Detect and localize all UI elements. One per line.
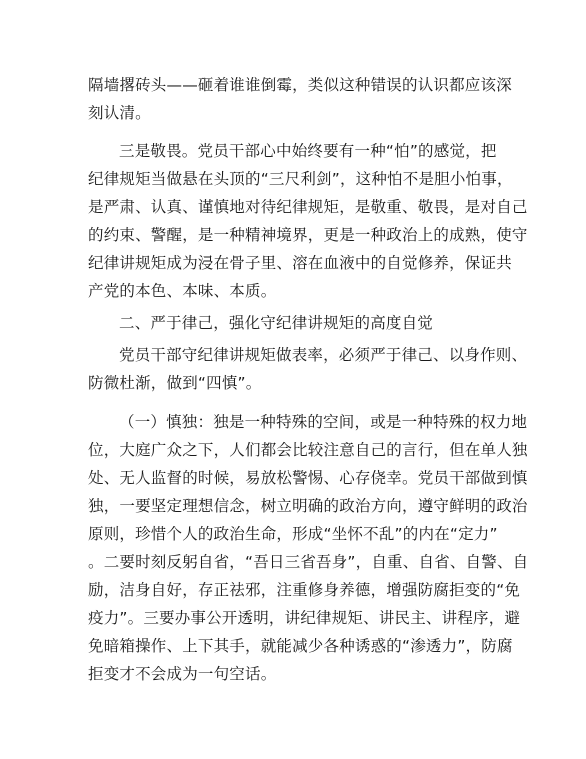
- body-line: 拒变才不会成为一句空话。: [88, 665, 277, 683]
- body-line: 原则，珍惜个人的政治生命，形成“坐怀不乱”的内在“定力”: [88, 525, 498, 543]
- body-line: 独，一要坚定理想信念，树立明确的政治方向，遵守鲜明的政治: [88, 497, 528, 515]
- body-line: 。二要时刻反躬自省，“吾日三省吾身”，自重、自省、自警、自: [88, 553, 529, 571]
- body-line: 防微杜渐，做到“四慎”。: [88, 374, 262, 392]
- paragraph-first-line: （一）慎独：独是一种特殊的空间，或是一种特殊的权力地: [119, 413, 528, 431]
- paragraph-first-line: 党员干部守纪律讲规矩做表率，必须严于律己、以身作则、: [119, 346, 528, 364]
- body-line: 纪律讲规矩成为浸在骨子里、溶在血液中的自觉修养，保证共: [88, 254, 512, 272]
- section-heading: 二、严于律己，强化守纪律讲规矩的高度自觉: [119, 314, 434, 332]
- body-line: 纪律规矩当做悬在头顶的“三尺利剑”，这种怕不是胆小怕事，: [88, 170, 513, 188]
- body-line: 隔墙撂砖头——砸着谁谁倒霉，类似这种错误的认识都应该深: [88, 76, 512, 94]
- body-line: 的约束、警醒，是一种精神境界，更是一种政治上的成熟，使守: [88, 226, 528, 244]
- body-line: 刻认清。: [88, 104, 151, 122]
- body-line: 是严肃、认真、谨慎地对待纪律规矩，是敬重、敬畏，是对自己: [88, 198, 528, 216]
- body-line: 励，洁身自好，存正祛邪，注重修身养德，增强防腐拒变的“免: [88, 581, 521, 599]
- body-line: 疫力”。三要办事公开透明，讲纪律规矩、讲民主、讲程序，避: [88, 609, 521, 627]
- body-line: 产党的本色、本味、本质。: [88, 282, 277, 300]
- body-line: 位，大庭广众之下，人们都会比较注意自己的言行，但在单人独: [88, 441, 528, 459]
- body-line: 免暗箱操作、上下其手，就能减少各种诱惑的“渗透力”，防腐: [88, 637, 513, 655]
- body-line: 处、无人监督的时候，易放松警惕、心存侥幸。党员干部做到慎: [88, 469, 528, 487]
- paragraph-first-line: 三是敬畏。党员干部心中始终要有一种“怕”的感觉，把: [119, 142, 497, 160]
